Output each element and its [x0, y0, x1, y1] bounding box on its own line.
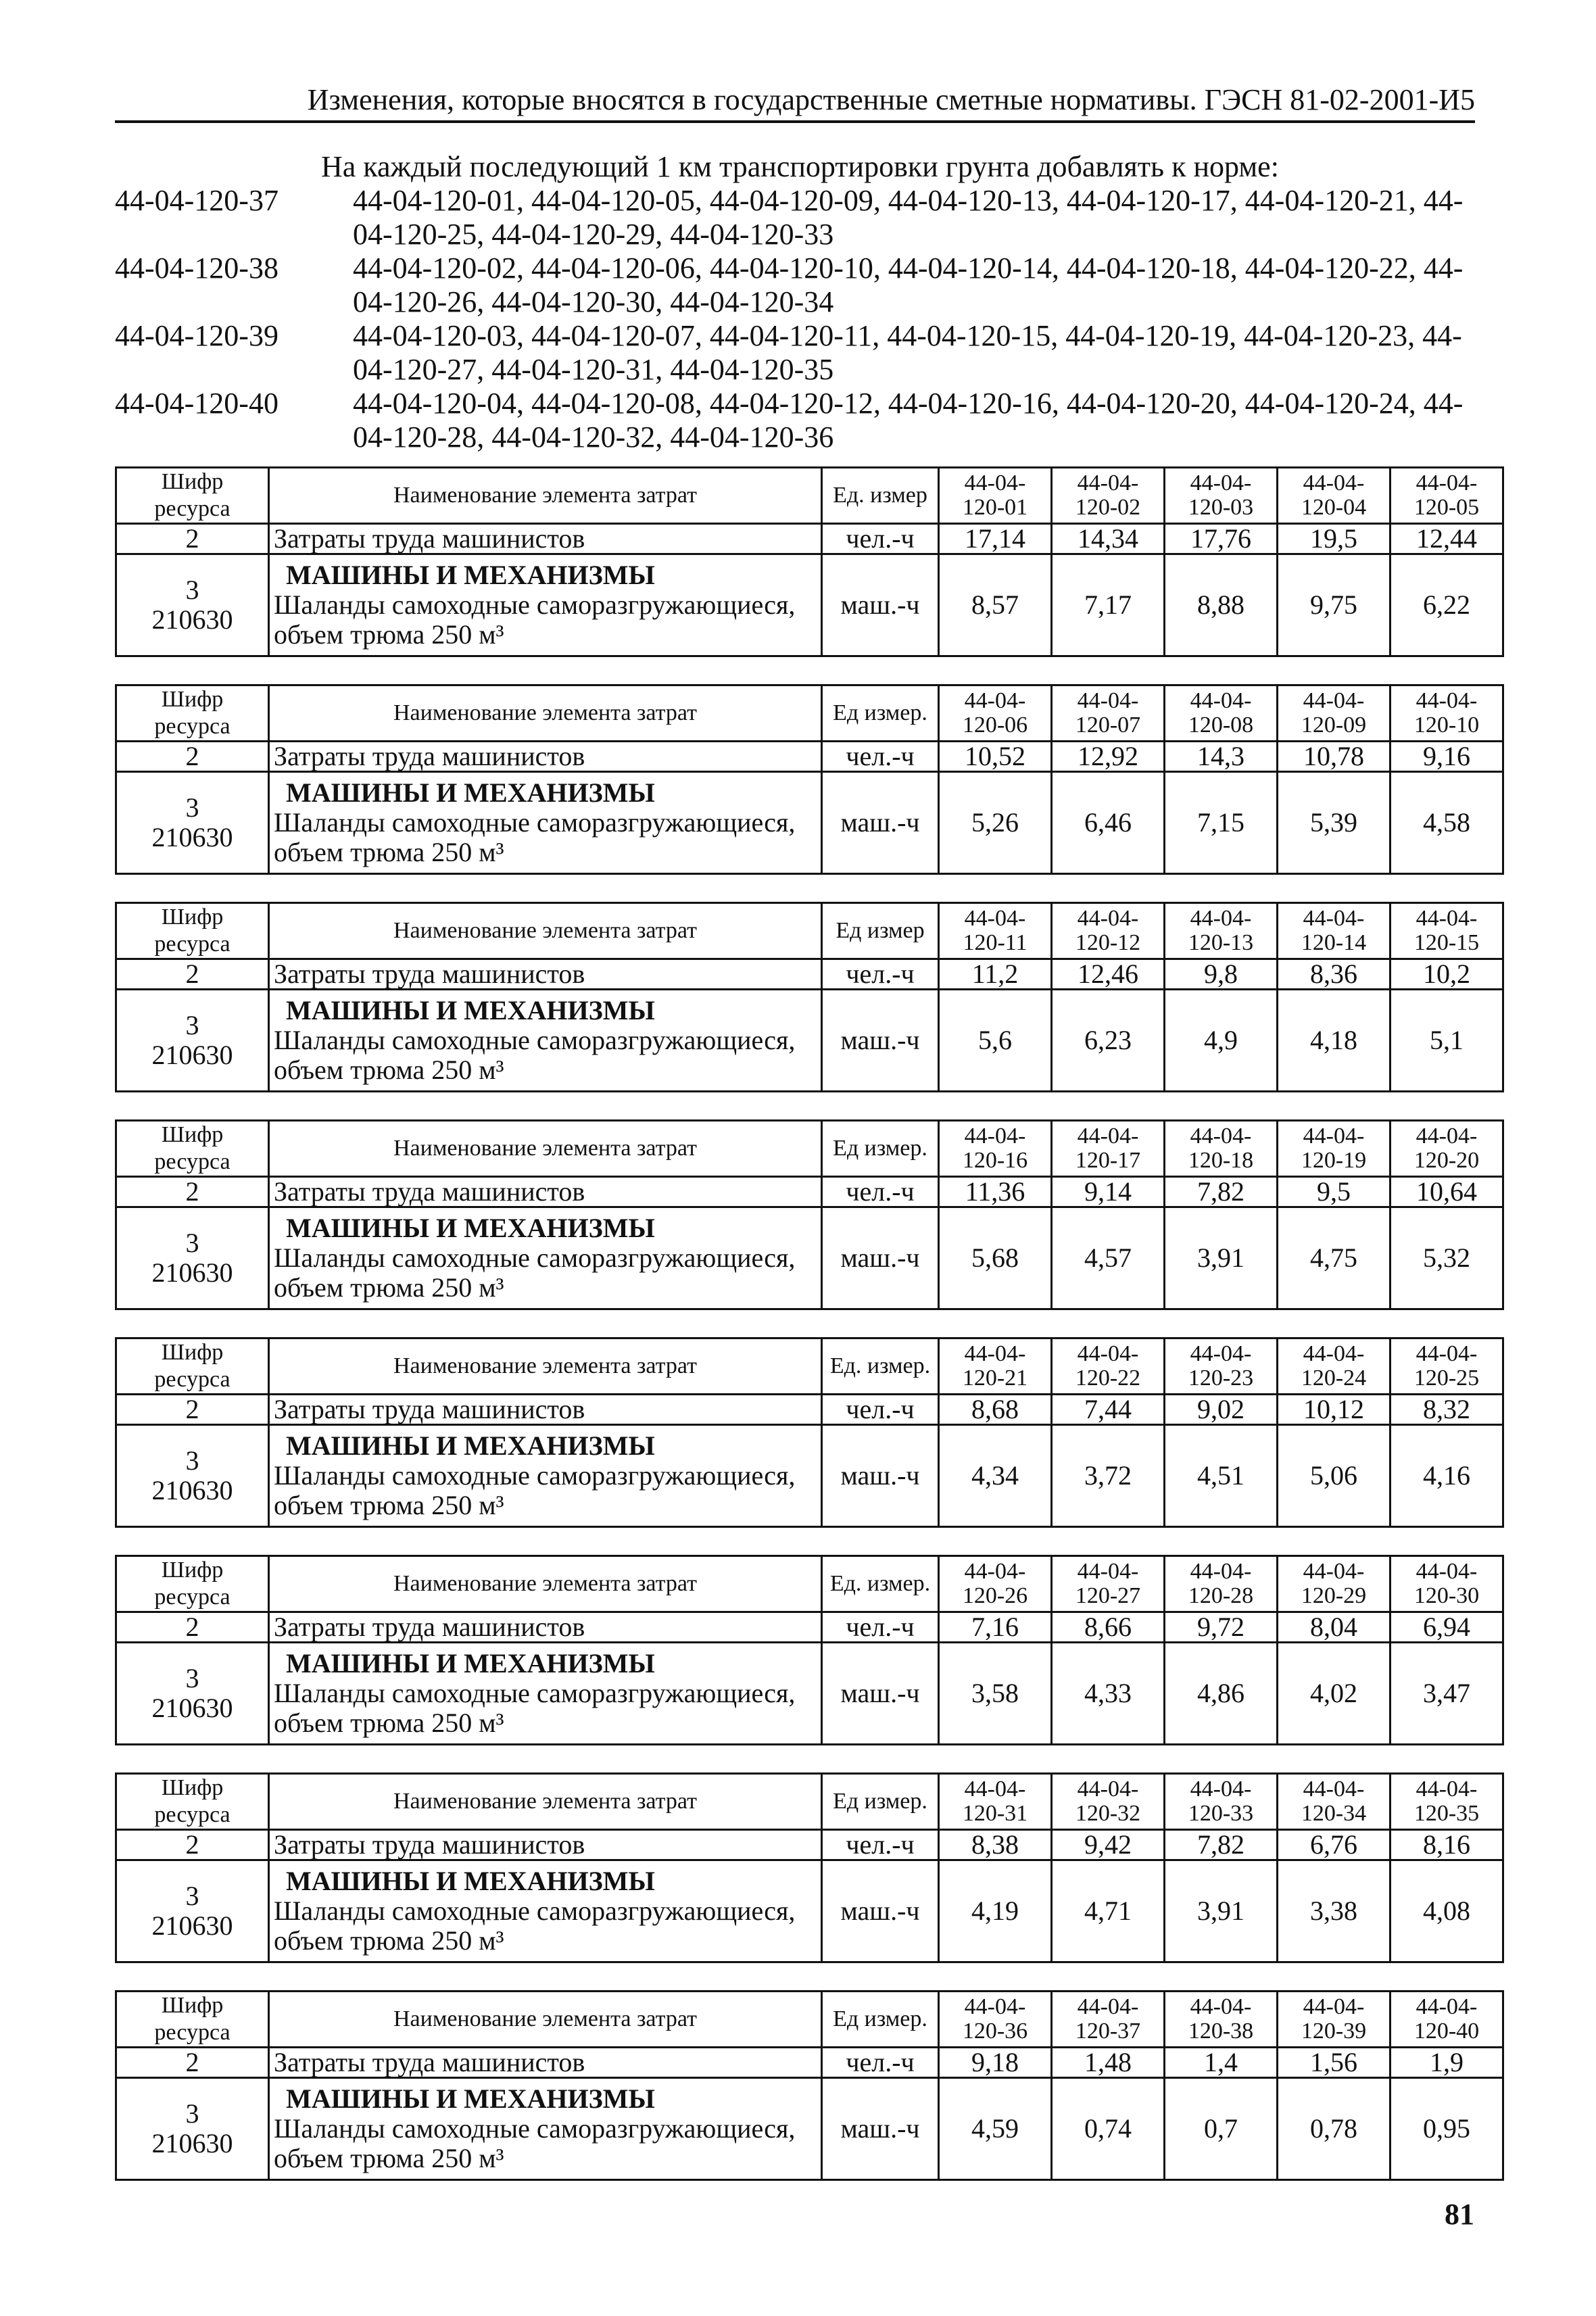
norm-code-header: 44-04-120-40 [1391, 1992, 1503, 2048]
machine-name: Шаланды самоходные саморазгружающиеся, объем трюма 250 м³ [274, 1678, 796, 1738]
group-code: 3 [185, 1881, 199, 1911]
norm-code-header: 44-04-120-01 [939, 468, 1052, 524]
labor-value: 9,02 [1165, 1395, 1278, 1425]
norm-code-header: 44-04-120-28 [1165, 1556, 1278, 1612]
labor-value: 8,36 [1278, 959, 1391, 990]
group-name: МАШИНЫ И МЕХАНИЗМЫ [286, 995, 655, 1026]
norm-code-header: 44-04-120-30 [1391, 1556, 1503, 1612]
machine-code: 210630 [151, 1475, 233, 1505]
reference-norms: 44-04-120-02, 44-04-120-06, 44-04-120-10, 44-04-120-14, 44-04-120-18, 44-04-120-22, 44-04-120-26, 44-04-120-30, 44-04-120-34 [353, 251, 1464, 318]
labor-name: Затраты труда машинистов [269, 1612, 822, 1643]
machine-value: 4,57 [1052, 1207, 1165, 1309]
col-code-header: Шифр ресурса [116, 468, 269, 524]
col-name-header: Наименование элемента затрат [269, 1774, 822, 1830]
machine-value: 4,71 [1052, 1860, 1165, 1962]
machine-value: 3,47 [1391, 1643, 1503, 1745]
table-row [116, 1612, 1503, 1643]
machine-value: 8,57 [939, 554, 1052, 656]
labor-value: 9,72 [1165, 1612, 1278, 1643]
col-code-header: Шифр ресурса [116, 1992, 269, 2048]
machine-unit: маш.-ч [822, 1425, 939, 1527]
reference-row [115, 319, 1475, 387]
labor-value: 9,16 [1391, 742, 1503, 772]
labor-value: 1,56 [1278, 2048, 1391, 2078]
labor-value: 12,92 [1052, 742, 1165, 772]
machine-value: 5,6 [939, 990, 1052, 1092]
machine-name-cell [269, 554, 822, 656]
norm-code-header: 44-04-120-38 [1165, 1992, 1278, 2048]
col-unit-header: Ед измер. [822, 1774, 939, 1830]
labor-value: 8,16 [1391, 1830, 1503, 1860]
machine-value: 4,02 [1278, 1643, 1391, 1745]
machine-code-cell [116, 2078, 269, 2180]
machine-name: Шаланды самоходные саморазгружающиеся, объем трюма 250 м³ [274, 1243, 796, 1303]
labor-value: 17,76 [1165, 524, 1278, 554]
labor-value: 11,2 [939, 959, 1052, 990]
machine-code: 210630 [151, 1257, 233, 1288]
page-header: Изменения, которые вносятся в государственные сметные нормативы. ГЭСН 81-02-2001-И5 [115, 82, 1475, 123]
machine-value: 4,9 [1165, 990, 1278, 1092]
col-name-header: Наименование элемента затрат [269, 903, 822, 959]
machine-code-cell [116, 1643, 269, 1745]
machine-code-cell [116, 1860, 269, 1962]
group-code: 3 [185, 792, 199, 823]
machine-code: 210630 [151, 822, 233, 852]
norm-code-header: 44-04-120-35 [1391, 1774, 1503, 1830]
norm-code-header: 44-04-120-25 [1391, 1338, 1503, 1395]
col-name-header: Наименование элемента затрат [269, 1992, 822, 2048]
col-unit-header: Ед измер. [822, 1121, 939, 1177]
reference-norms: 44-04-120-01, 44-04-120-05, 44-04-120-09, 44-04-120-13, 44-04-120-17, 44-04-120-21, 44-04-120-25, 44-04-120-29, 44-04-120-33 [353, 184, 1464, 251]
norm-code-header: 44-04-120-18 [1165, 1121, 1278, 1177]
labor-value: 10,52 [939, 742, 1052, 772]
col-name-header: Наименование элемента затрат [269, 1121, 822, 1177]
norm-code-header: 44-04-120-37 [1052, 1992, 1165, 2048]
machine-value: 4,34 [939, 1425, 1052, 1527]
norm-code-header: 44-04-120-26 [939, 1556, 1052, 1612]
norm-code-header: 44-04-120-32 [1052, 1774, 1165, 1830]
labor-value: 14,3 [1165, 742, 1278, 772]
labor-unit: чел.-ч [822, 524, 939, 554]
labor-value: 7,16 [939, 1612, 1052, 1643]
machine-value: 3,91 [1165, 1207, 1278, 1309]
table-row [116, 2048, 1503, 2078]
labor-code: 2 [116, 1830, 269, 1860]
group-name: МАШИНЫ И МЕХАНИЗМЫ [286, 2083, 655, 2114]
labor-value: 9,18 [939, 2048, 1052, 2078]
machine-code-cell [116, 1207, 269, 1309]
machine-unit: маш.-ч [822, 2078, 939, 2180]
labor-value: 10,78 [1278, 742, 1391, 772]
group-code: 3 [185, 1010, 199, 1040]
col-name-header: Наименование элемента затрат [269, 468, 822, 524]
labor-value: 19,5 [1278, 524, 1391, 554]
norm-table [115, 1337, 1504, 1528]
machine-unit: маш.-ч [822, 772, 939, 874]
labor-value: 1,9 [1391, 2048, 1503, 2078]
machine-code: 210630 [151, 1693, 233, 1723]
machine-value: 4,58 [1391, 772, 1503, 874]
machine-value: 6,46 [1052, 772, 1165, 874]
table-row [116, 1177, 1503, 1207]
norm-code-header: 44-04-120-06 [939, 685, 1052, 742]
norm-code-header: 44-04-120-11 [939, 903, 1052, 959]
page-number: 81 [1445, 2198, 1474, 2231]
labor-value: 10,12 [1278, 1395, 1391, 1425]
group-name: МАШИНЫ И МЕХАНИЗМЫ [286, 560, 655, 590]
group-name: МАШИНЫ И МЕХАНИЗМЫ [286, 1213, 655, 1243]
norm-code-header: 44-04-120-36 [939, 1992, 1052, 2048]
norm-table [115, 466, 1504, 657]
machine-value: 4,51 [1165, 1425, 1278, 1527]
machine-value: 0,74 [1052, 2078, 1165, 2180]
labor-value: 7,82 [1165, 1177, 1278, 1207]
machine-value: 5,68 [939, 1207, 1052, 1309]
norm-code-header: 44-04-120-27 [1052, 1556, 1165, 1612]
labor-value: 8,68 [939, 1395, 1052, 1425]
labor-name: Затраты труда машинистов [269, 1830, 822, 1860]
machine-value: 4,75 [1278, 1207, 1391, 1309]
labor-unit: чел.-ч [822, 1830, 939, 1860]
labor-unit: чел.-ч [822, 959, 939, 990]
machine-value: 3,91 [1165, 1860, 1278, 1962]
table-row [116, 1860, 1503, 1962]
machine-value: 5,39 [1278, 772, 1391, 874]
norm-code-header: 44-04-120-15 [1391, 903, 1503, 959]
group-name: МАШИНЫ И МЕХАНИЗМЫ [286, 1430, 655, 1461]
table-row [116, 1425, 1503, 1527]
machine-code: 210630 [151, 1910, 233, 1941]
machine-name-cell [269, 1207, 822, 1309]
table-row [116, 772, 1503, 874]
machine-value: 3,38 [1278, 1860, 1391, 1962]
group-name: МАШИНЫ И МЕХАНИЗМЫ [286, 1866, 655, 1896]
col-code-header: Шифр ресурса [116, 1556, 269, 1612]
norm-code-header: 44-04-120-21 [939, 1338, 1052, 1395]
machine-name: Шаланды самоходные саморазгружающиеся, объем трюма 250 м³ [274, 807, 796, 867]
norm-table [115, 1990, 1504, 2181]
labor-value: 9,14 [1052, 1177, 1165, 1207]
table-row [116, 1830, 1503, 1860]
col-name-header: Наименование элемента затрат [269, 685, 822, 742]
table-row [116, 959, 1503, 990]
reference-code: 44-04-120-37 [115, 184, 279, 217]
labor-value: 9,5 [1278, 1177, 1391, 1207]
labor-value: 8,04 [1278, 1612, 1391, 1643]
machine-value: 6,23 [1052, 990, 1165, 1092]
norm-code-header: 44-04-120-02 [1052, 468, 1165, 524]
machine-code: 210630 [151, 2128, 233, 2158]
table-row [116, 554, 1503, 656]
labor-name: Затраты труда машинистов [269, 1395, 822, 1425]
table-header-row [116, 1992, 1503, 2048]
col-unit-header: Ед измер. [822, 1992, 939, 2048]
norm-code-header: 44-04-120-14 [1278, 903, 1391, 959]
machine-value: 4,18 [1278, 990, 1391, 1092]
labor-value: 6,94 [1391, 1612, 1503, 1643]
norm-code-header: 44-04-120-09 [1278, 685, 1391, 742]
machine-unit: маш.-ч [822, 1643, 939, 1745]
norm-code-header: 44-04-120-08 [1165, 685, 1278, 742]
machine-value: 4,33 [1052, 1643, 1165, 1745]
machine-unit: маш.-ч [822, 1860, 939, 1962]
machine-value: 3,72 [1052, 1425, 1165, 1527]
labor-unit: чел.-ч [822, 742, 939, 772]
group-code: 3 [185, 2098, 199, 2129]
table-header-row [116, 685, 1503, 742]
labor-value: 1,4 [1165, 2048, 1278, 2078]
col-unit-header: Ед. измер [822, 468, 939, 524]
machine-code-cell [116, 554, 269, 656]
machine-value: 4,86 [1165, 1643, 1278, 1745]
norm-table [115, 684, 1504, 875]
labor-code: 2 [116, 959, 269, 990]
intro-text: На каждый последующий 1 км транспортировки грунта добавлять к норме: [321, 150, 1279, 183]
machine-value: 7,15 [1165, 772, 1278, 874]
labor-value: 10,64 [1391, 1177, 1503, 1207]
labor-value: 11,36 [939, 1177, 1052, 1207]
norm-code-header: 44-04-120-03 [1165, 468, 1278, 524]
machine-value: 8,88 [1165, 554, 1278, 656]
norm-code-header: 44-04-120-33 [1165, 1774, 1278, 1830]
machine-value: 9,75 [1278, 554, 1391, 656]
labor-code: 2 [116, 742, 269, 772]
norm-code-header: 44-04-120-05 [1391, 468, 1503, 524]
labor-unit: чел.-ч [822, 1177, 939, 1207]
labor-value: 6,76 [1278, 1830, 1391, 1860]
group-code: 3 [185, 1228, 199, 1258]
col-code-header: Шифр ресурса [116, 903, 269, 959]
norm-code-header: 44-04-120-34 [1278, 1774, 1391, 1830]
norm-code-header: 44-04-120-24 [1278, 1338, 1391, 1395]
labor-value: 14,34 [1052, 524, 1165, 554]
labor-code: 2 [116, 2048, 269, 2078]
machine-value: 4,59 [939, 2078, 1052, 2180]
labor-code: 2 [116, 1395, 269, 1425]
machine-name-cell [269, 1860, 822, 1962]
reference-list [115, 184, 1475, 454]
machine-unit: маш.-ч [822, 554, 939, 656]
labor-value: 10,2 [1391, 959, 1503, 990]
labor-value: 7,82 [1165, 1830, 1278, 1860]
norm-table [115, 1555, 1504, 1745]
machine-value: 4,08 [1391, 1860, 1503, 1962]
labor-unit: чел.-ч [822, 1395, 939, 1425]
machine-value: 0,78 [1278, 2078, 1391, 2180]
reference-row [115, 184, 1475, 251]
table-row [116, 2078, 1503, 2180]
machine-name-cell [269, 1643, 822, 1745]
labor-value: 9,42 [1052, 1830, 1165, 1860]
labor-value: 17,14 [939, 524, 1052, 554]
table-row [116, 1643, 1503, 1745]
norm-code-header: 44-04-120-16 [939, 1121, 1052, 1177]
labor-name: Затраты труда машинистов [269, 742, 822, 772]
machine-name-cell [269, 1425, 822, 1527]
reference-code: 44-04-120-38 [115, 251, 279, 285]
labor-value: 7,44 [1052, 1395, 1165, 1425]
machine-code-cell [116, 1425, 269, 1527]
machine-value: 3,58 [939, 1643, 1052, 1745]
group-code: 3 [185, 575, 199, 605]
norm-code-header: 44-04-120-31 [939, 1774, 1052, 1830]
labor-value: 9,8 [1165, 959, 1278, 990]
labor-code: 2 [116, 1612, 269, 1643]
labor-name: Затраты труда машинистов [269, 1177, 822, 1207]
table-row [116, 990, 1503, 1092]
machine-code: 210630 [151, 604, 233, 635]
group-code: 3 [185, 1663, 199, 1693]
machine-name: Шаланды самоходные саморазгружающиеся, объем трюма 250 м³ [274, 2113, 796, 2173]
machine-code-cell [116, 772, 269, 874]
labor-value: 8,66 [1052, 1612, 1165, 1643]
table-header-row [116, 1338, 1503, 1395]
col-unit-header: Ед. измер. [822, 1556, 939, 1612]
table-header-row [116, 903, 1503, 959]
norm-code-header: 44-04-120-22 [1052, 1338, 1165, 1395]
table-row [116, 742, 1503, 772]
labor-code: 2 [116, 524, 269, 554]
machine-value: 7,17 [1052, 554, 1165, 656]
norm-code-header: 44-04-120-29 [1278, 1556, 1391, 1612]
machine-code: 210630 [151, 1040, 233, 1070]
norm-table [115, 902, 1504, 1092]
machine-value: 5,1 [1391, 990, 1503, 1092]
machine-value: 5,26 [939, 772, 1052, 874]
norm-code-header: 44-04-120-17 [1052, 1121, 1165, 1177]
labor-value: 12,44 [1391, 524, 1503, 554]
col-code-header: Шифр ресурса [116, 685, 269, 742]
col-unit-header: Ед измер [822, 903, 939, 959]
machine-name-cell [269, 772, 822, 874]
labor-name: Затраты труда машинистов [269, 2048, 822, 2078]
norm-code-header: 44-04-120-19 [1278, 1121, 1391, 1177]
norm-table [115, 1119, 1504, 1310]
labor-value: 8,32 [1391, 1395, 1503, 1425]
col-name-header: Наименование элемента затрат [269, 1556, 822, 1612]
machine-name: Шаланды самоходные саморазгружающиеся, объем трюма 250 м³ [274, 1025, 796, 1085]
norm-tables [115, 466, 1480, 2208]
machine-name: Шаланды самоходные саморазгружающиеся, объем трюма 250 м³ [274, 589, 796, 650]
table-row [116, 524, 1503, 554]
labor-name: Затраты труда машинистов [269, 959, 822, 990]
machine-value: 4,19 [939, 1860, 1052, 1962]
norm-code-header: 44-04-120-10 [1391, 685, 1503, 742]
machine-name: Шаланды самоходные саморазгружающиеся, объем трюма 250 м³ [274, 1460, 796, 1520]
labor-value: 8,38 [939, 1830, 1052, 1860]
machine-name-cell [269, 990, 822, 1092]
norm-table [115, 1772, 1504, 1963]
group-name: МАШИНЫ И МЕХАНИЗМЫ [286, 1648, 655, 1679]
table-header-row [116, 1121, 1503, 1177]
labor-value: 1,48 [1052, 2048, 1165, 2078]
reference-norms: 44-04-120-03, 44-04-120-07, 44-04-120-11, 44-04-120-15, 44-04-120-19, 44-04-120-23, 44-04-120-27, 44-04-120-31, 44-04-120-35 [353, 319, 1462, 386]
machine-code-cell [116, 990, 269, 1092]
machine-name-cell [269, 2078, 822, 2180]
col-code-header: Шифр ресурса [116, 1338, 269, 1395]
reference-row [115, 251, 1475, 319]
table-header-row [116, 468, 1503, 524]
reference-norms: 44-04-120-04, 44-04-120-08, 44-04-120-12, 44-04-120-16, 44-04-120-20, 44-04-120-24, 44-04-120-28, 44-04-120-32, 44-04-120-36 [353, 387, 1464, 454]
norm-code-header: 44-04-120-04 [1278, 468, 1391, 524]
labor-name: Затраты труда машинистов [269, 524, 822, 554]
labor-value: 12,46 [1052, 959, 1165, 990]
col-unit-header: Ед измер. [822, 685, 939, 742]
col-name-header: Наименование элемента затрат [269, 1338, 822, 1395]
machine-value: 0,7 [1165, 2078, 1278, 2180]
group-name: МАШИНЫ И МЕХАНИЗМЫ [286, 777, 655, 808]
machine-value: 6,22 [1391, 554, 1503, 656]
machine-unit: маш.-ч [822, 1207, 939, 1309]
machine-unit: маш.-ч [822, 990, 939, 1092]
labor-unit: чел.-ч [822, 2048, 939, 2078]
group-code: 3 [185, 1445, 199, 1476]
table-header-row [116, 1556, 1503, 1612]
reference-row [115, 387, 1475, 454]
table-header-row [116, 1774, 1503, 1830]
col-unit-header: Ед. измер. [822, 1338, 939, 1395]
norm-code-header: 44-04-120-39 [1278, 1992, 1391, 2048]
col-code-header: Шифр ресурса [116, 1121, 269, 1177]
norm-code-header: 44-04-120-23 [1165, 1338, 1278, 1395]
machine-value: 5,06 [1278, 1425, 1391, 1527]
machine-value: 5,32 [1391, 1207, 1503, 1309]
labor-unit: чел.-ч [822, 1612, 939, 1643]
table-row [116, 1395, 1503, 1425]
norm-code-header: 44-04-120-20 [1391, 1121, 1503, 1177]
reference-code: 44-04-120-39 [115, 319, 279, 352]
labor-code: 2 [116, 1177, 269, 1207]
norm-code-header: 44-04-120-13 [1165, 903, 1278, 959]
machine-name: Шаланды самоходные саморазгружающиеся, объем трюма 250 м³ [274, 1896, 796, 1956]
table-row [116, 1207, 1503, 1309]
norm-code-header: 44-04-120-07 [1052, 685, 1165, 742]
reference-code: 44-04-120-40 [115, 387, 279, 420]
norm-code-header: 44-04-120-12 [1052, 903, 1165, 959]
col-code-header: Шифр ресурса [116, 1774, 269, 1830]
machine-value: 0,95 [1391, 2078, 1503, 2180]
machine-value: 4,16 [1391, 1425, 1503, 1527]
